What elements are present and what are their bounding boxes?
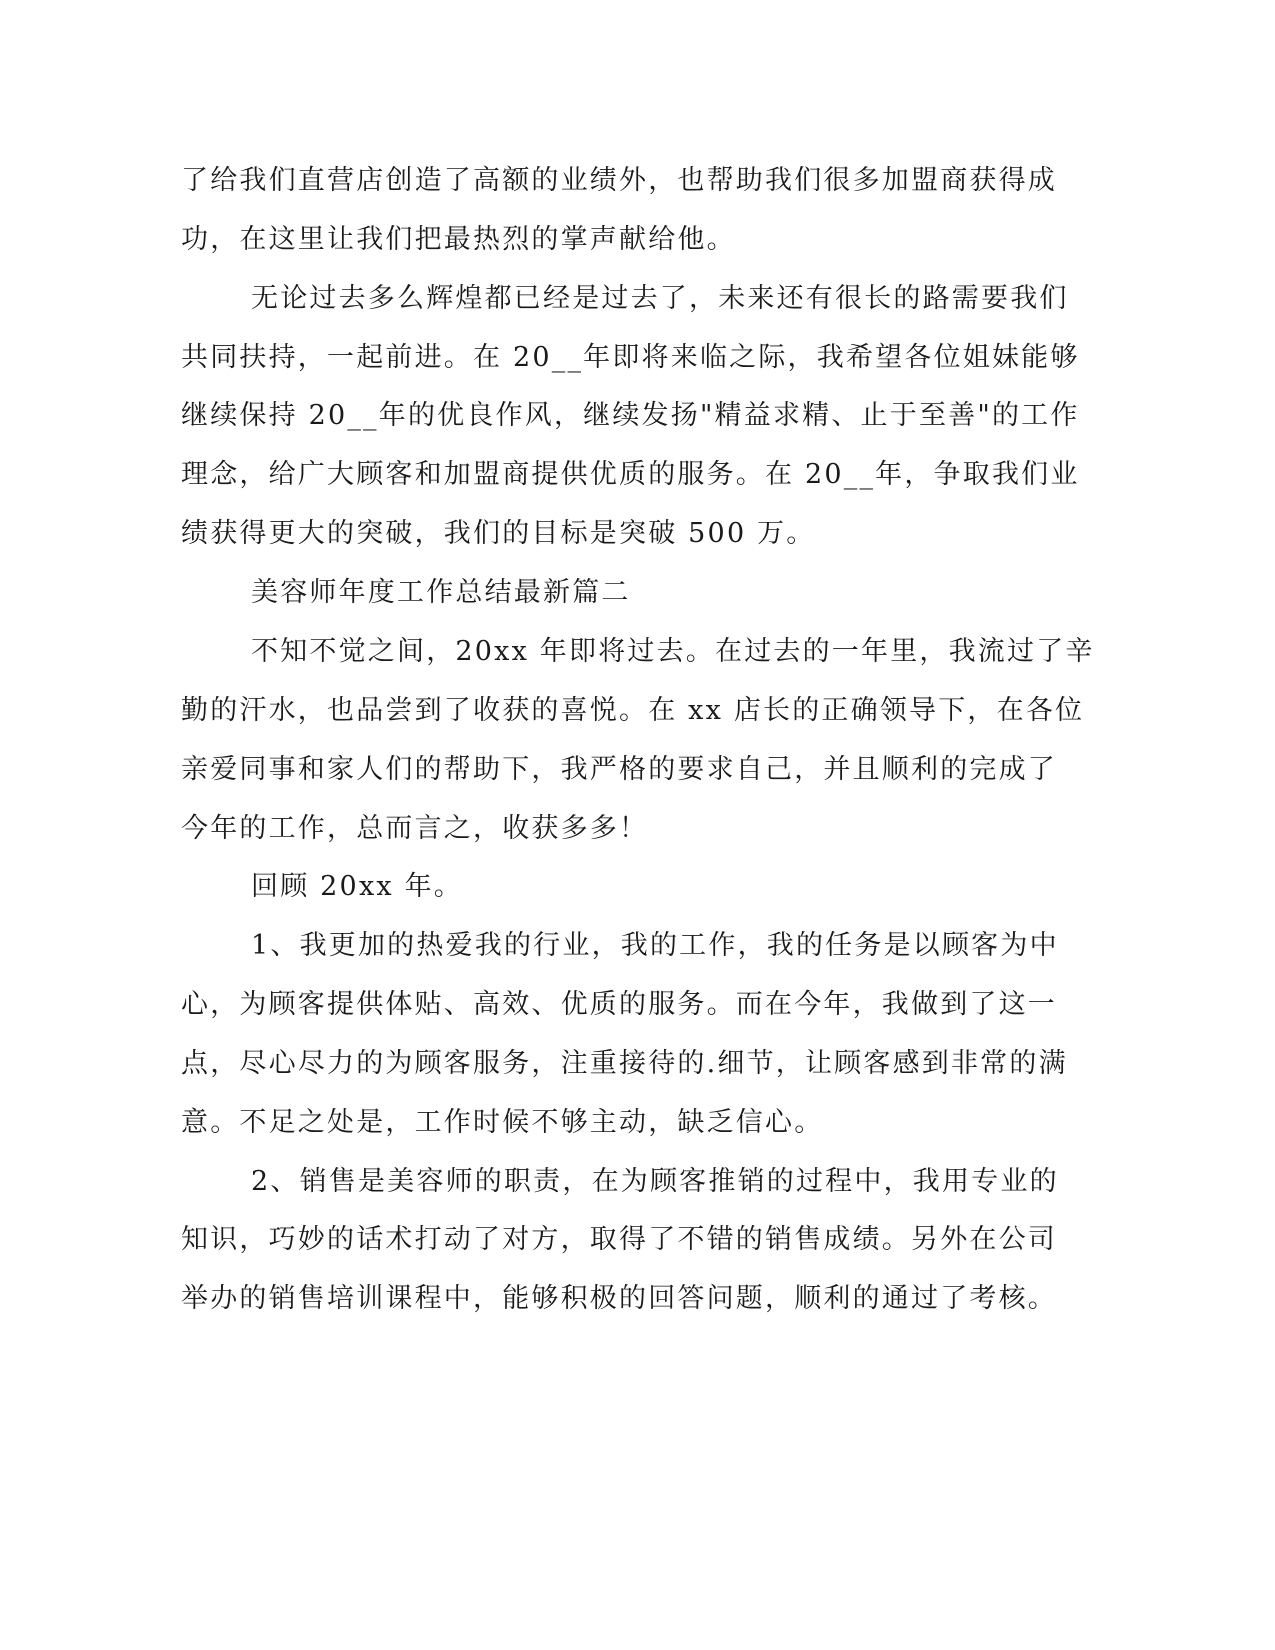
- text-line: 理念，给广大顾客和加盟商提供优质的服务。在 20__年，争取我们业: [181, 459, 1080, 490]
- text-line: 共同扶持，一起前进。在 20__年即将来临之际，我希望各位姐妹能够: [181, 342, 1080, 373]
- text-line: 意。不足之处是，工作时候不够主动，缺乏信心。: [181, 1107, 824, 1138]
- text-line: 亲爱同事和家人们的帮助下，我严格的要求自己，并且顺利的完成了: [181, 754, 1057, 785]
- text-line: 点，尽心尽力的为顾客服务，注重接待的.细节，让顾客感到非常的满: [181, 1048, 1068, 1079]
- text-line: 了给我们直营店创造了高额的业绩外，也帮助我们很多加盟商获得成: [181, 165, 1057, 196]
- text-line: 功，在这里让我们把最热烈的掌声献给他。: [181, 224, 736, 255]
- text-line: 继续保持 20__年的优良作风，继续发扬"精益求精、止于至善"的工作: [181, 400, 1080, 431]
- text-line: 勤的汗水，也品尝到了收获的喜悦。在 xx 店长的正确领导下，在各位: [181, 695, 1085, 726]
- text-line: 绩获得更大的突破，我们的目标是突破 500 万。: [181, 518, 816, 549]
- text-line: 1、我更加的热爱我的行业，我的工作，我的任务是以顾客为中: [251, 930, 1059, 961]
- text-line: 不知不觉之间，20xx 年即将过去。在过去的一年里，我流过了辛: [251, 636, 1095, 667]
- text-line: 2、销售是美容师的职责，在为顾客推销的过程中，我用专业的: [251, 1166, 1059, 1197]
- text-line: 无论过去多么辉煌都已经是过去了，未来还有很长的路需要我们: [251, 283, 1069, 314]
- section-heading: 美容师年度工作总结最新篇二: [251, 577, 631, 608]
- text-line: 心，为顾客提供体贴、高效、优质的服务。而在今年，我做到了这一: [181, 989, 1057, 1020]
- text-line: 举办的销售培训课程中，能够积极的回答问题，顺利的通过了考核。: [181, 1283, 1057, 1314]
- text-line: 知识，巧妙的话术打动了对方，取得了不错的销售成绩。另外在公司: [181, 1224, 1057, 1255]
- text-line: 回顾 20xx 年。: [251, 871, 463, 902]
- text-line: 今年的工作，总而言之，收获多多！: [181, 813, 649, 844]
